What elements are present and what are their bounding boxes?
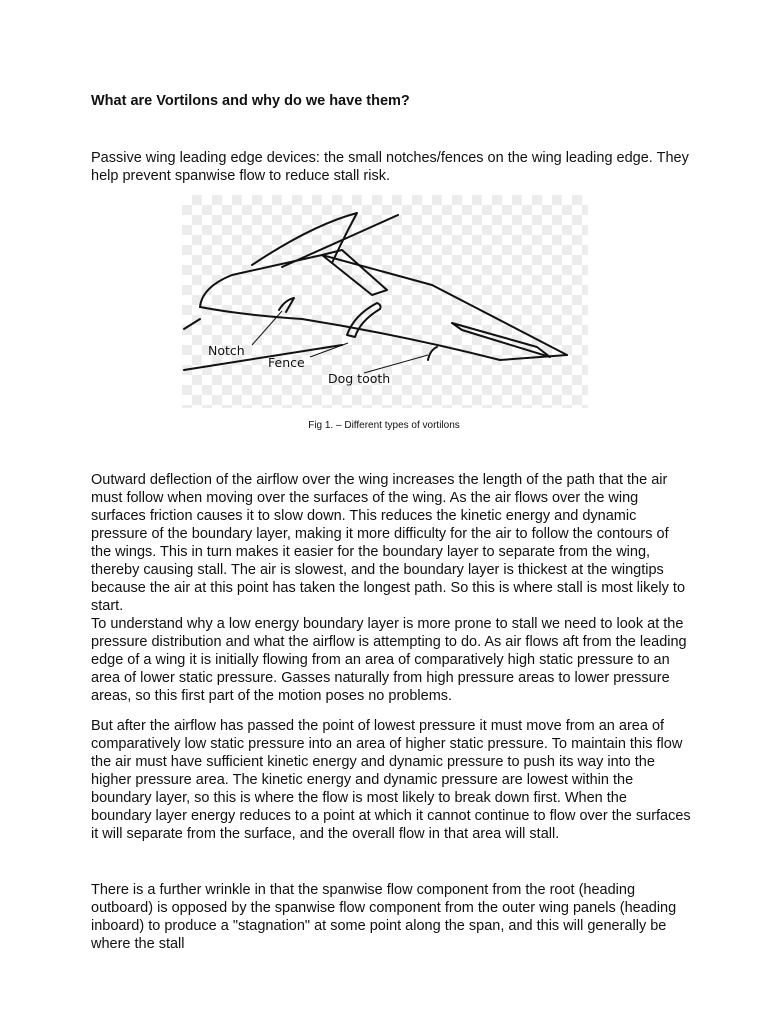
figure-caption: Fig 1. – Different types of vortilons	[308, 420, 460, 431]
wing-trailing-edge	[322, 255, 567, 355]
notch-label: Notch	[208, 343, 245, 358]
body-paragraph: But after the airflow has passed the point of lowest pressure it must move from an area of comparatively low static pressure into an area of higher static pressure. To maintain this flow the air must have sufficient kinetic energy and dynamic pressure to push its way into the higher pressure area. The kinetic energy and dynamic pressure are lowest within the boundary layer, so this is where the flow is most likely to break down first. When the boundary layer energy reduces to a point at which it cannot continue to flow over the surfaces it will separate from the surface, and the overall flow in that area will stall.	[91, 718, 691, 842]
dog-tooth-label: Dog tooth	[328, 371, 391, 386]
wing-leading-edge	[200, 307, 567, 360]
dog-tooth-device	[428, 347, 437, 360]
lower-line-left	[184, 319, 200, 329]
body-paragraph: There is a further wrinkle in that the spanwise flow component from the root (heading outboard) is opposed by the spanwise flow component from the outer wing panels (heading inboard) to produce a "stagnation" at some point along the span, and this will generally be where the stall	[91, 882, 677, 952]
vortilon-figure	[182, 195, 588, 408]
document-heading: What are Vortilons and why do we have them?	[91, 93, 410, 109]
wing-diagram	[182, 195, 588, 408]
body-paragraph: To understand why a low energy boundary layer is more prone to stall we need to look at the pressure distribution and what the airflow is attempting to do. As air flows aft from the leading edge of a wing it is initially flowing from an area of comparatively high static pressure to an area of lower static pressure. Gasses naturally from high pressure areas to lower pressure areas, so this first part of the motion poses no problems.	[91, 616, 687, 704]
fence-label: Fence	[268, 355, 305, 370]
notch-device	[279, 298, 294, 312]
intro-paragraph: Passive wing leading edge devices: the small notches/fences on the wing leading edge. They help prevent spanwise flow to reduce stall risk.	[91, 150, 689, 184]
body-paragraph: Outward deflection of the airflow over the wing increases the length of the path that the air must follow when moving over the surfaces of the wing. As the air flows over the wing surfaces friction causes it to slow down. This reduces the kinetic energy and dynamic pressure of the boundary layer, making it more difficulty for the air to follow the contours of the wings. This in turn makes it easier for the boundary layer to separate from the wing, thereby causing stall. The air is slowest, and the boundary layer is thickest at the wingtips because the air at this point has taken the longest path. So this is where stall is most likely to start.	[91, 472, 686, 614]
wing-root-outline	[200, 255, 322, 307]
